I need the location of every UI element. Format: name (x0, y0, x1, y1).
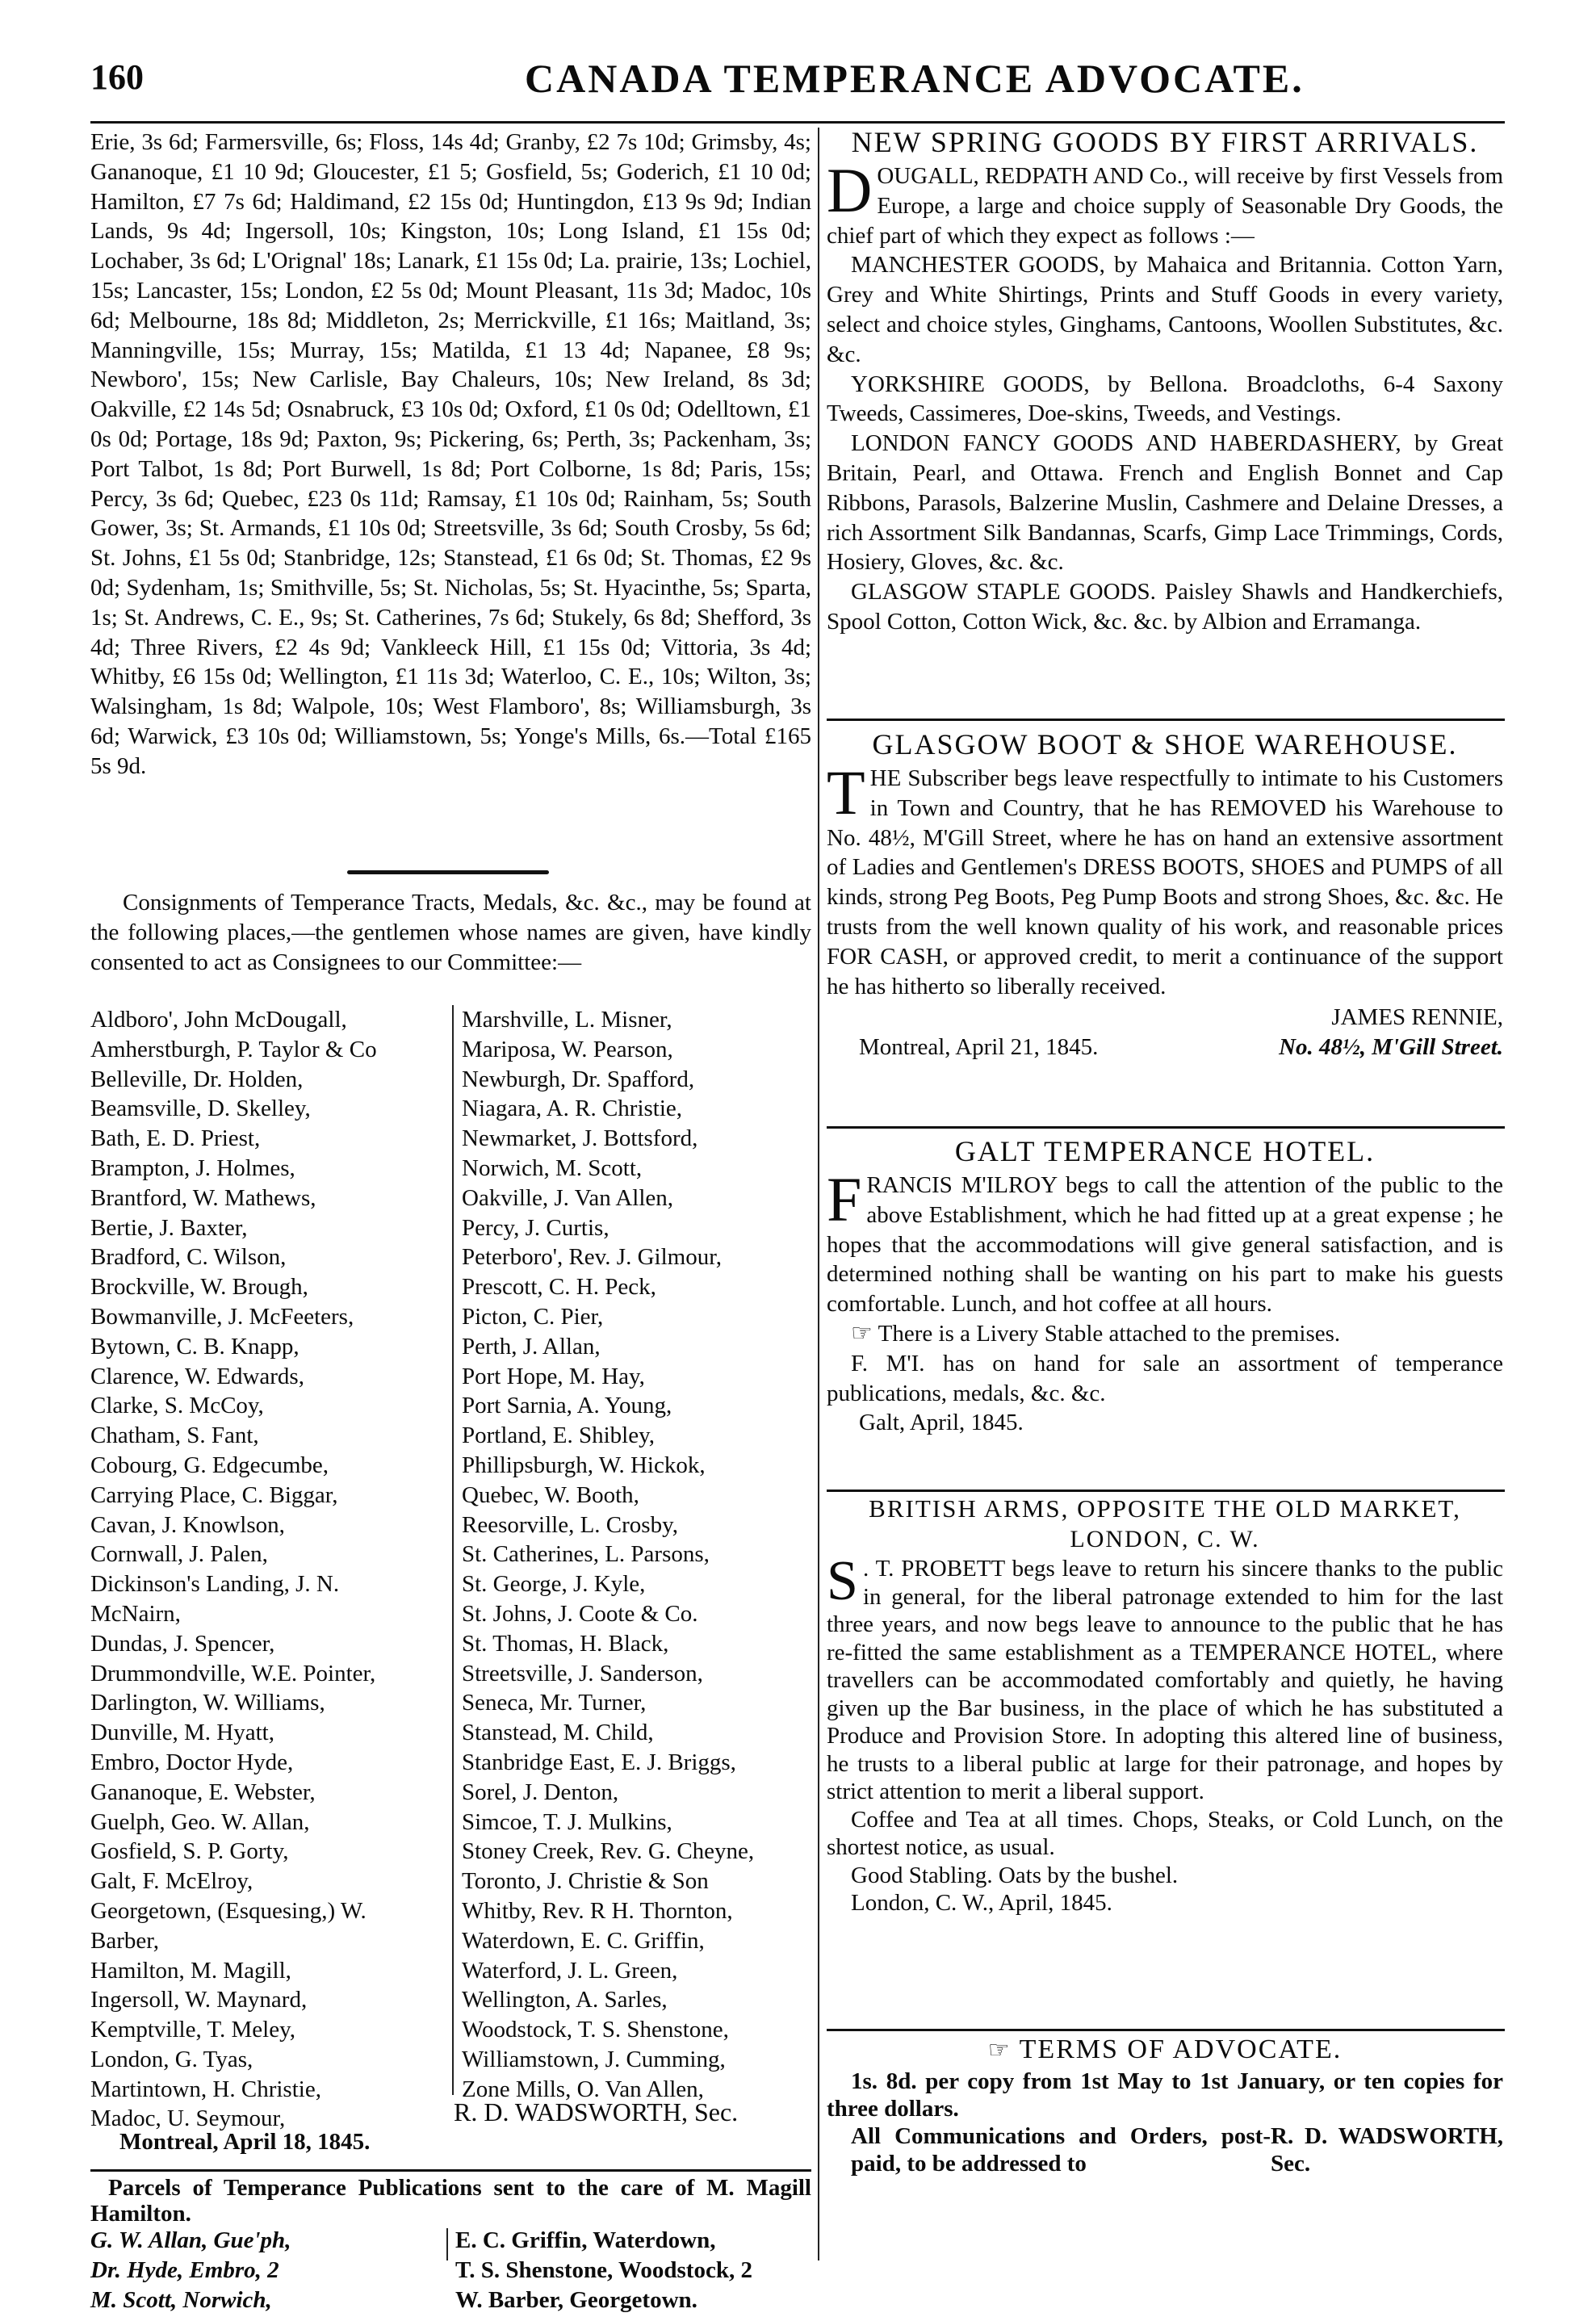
consignee-entry: Bertie, J. Baxter, (90, 1214, 248, 1241)
consignee-entry: Prescott, C. H. Peck, (462, 1274, 656, 1301)
british-subheading: LONDON, C. W. (1070, 1526, 1260, 1552)
consignee-date: Montreal, April 18, 1845. (119, 2129, 371, 2155)
consignee-entry: Quebec, W. Booth, (462, 1481, 639, 1508)
consignee-entry: Stanstead, M. Child, (462, 1720, 654, 1746)
consignee-entry: Belleville, Dr. Holden, (90, 1066, 304, 1092)
boot-text: HE Subscriber begs leave respectfully to intimate to his Customers in Town and Country, that he has REMOVED his Warehouse to No. 48½, M'Gill Street, where he has on hand an extensive assortment of Ladies and Gentlemen's DRESS BOOTS, SHOES and PUMPS of all kinds, strong Peg Boots, Peg Pump Boots and strong Shoes, &c. &c. He trusts from the well known quality of his work, and reasonable prices FOR CASH, or approved credit, to merit a continuance of the support he has hitherto so liberally received. (827, 765, 1503, 999)
consignee-entry: Galt, F. McElroy, (90, 1868, 253, 1895)
spring-goods-ad (827, 123, 1503, 637)
consignee-entry: Amherstburgh, P. Taylor & Co (90, 1036, 377, 1062)
british-arms-ad (827, 1494, 1503, 1917)
subscriptions-text: Erie, 3s 6d; Farmersville, 6s; Floss, 14s 4d; Granby, £2 7s 10d; Grimsby, 4s; Gananoque, £1 10 9d; Gloucester, £1 5; Gosfield, 5s; Goderich, £1 10 0d; Hamilton, £7 7s 6d; Haldimand, £2 15s 0d; Huntingdon, £13 9s 9d; Indian Lands, 9s 4d; Ingersoll, 10s; Kingston, 10s; Long Island, £1 15s 0d; Lochaber, 3s 6d; L'Orignal' 18s; Lanark, £1 15s 0d; La. prairie, 13s; Lochiel, 15s; Lancaster, 15s; London, £2 5s 0d; Mount Pleasant, 11s 3d; Madoc, 10s 6d; Melbourne, 18s 8d; Middleton, 2s; Merrickville, £1 16s; Maitland, 3s; Manningville, 15s; Murray, 15s; Matilda, £1 13 4d; Napanee, £8 9s; Newboro', 15s; New Carlisle, Bay Chaleurs, 10s; New Ireland, 8s 3d; Oakville, £2 14s 5d; Osnabruck, £3 10s 0d; Oxford, £1 0s 0d; Odelltown, £1 0s 0d; Portage, 18s 9d; Paxton, 9s; Pickering, 6s; Perth, 3s; Packenham, 3s; Port Talbot, 1s 8d; Port Burwell, 1s 8d; Port Colborne, 1s 8d; Paris, 15s; Percy, 3s 6d; Quebec, £23 0s 11d; Ramsay, £1 10s 0d; Rainham, 5s; South Gower, 3s; St. Armands, £1 10s 0d; Streetsville, 3s 6d; South Crosby, 5s 6d; St. Johns, £1 5s 0d; Stanbridge, 12s; Stanstead, £1 6s 0d; St. Thomas, £2 9s 0d; Sydenham, 1s; Smithville, 5s; St. Nicholas, 5s; St. Hyacinthe, 5s; Sparta, 1s; St. Andrews, C. E., 9s; St. Catherines, 7s 6d; Stukely, 6s 8d; Shefford, 3s 4d; Three Rivers, £2 4s 9d; Vankleeck Hill, £1 15s 0d; Vittoria, 3s 4d; Whitby, £6 15s 0d; Wellington, £1 11s 3d; Waterloo, C. E., 10s; Wilton, 3s; Walsingham, 1s 8d; Walpole, 10s; West Flamboro', 8s; Williamsburgh, 3s 6d; Warwick, £3 10s 0d; Williamstown, 5s; Yonge's Mills, 6s.—Total £165 5s 9d. (90, 129, 811, 779)
consignee-entry: Clarence, W. Edwards, (90, 1363, 304, 1389)
consignee-entry: Barber, (90, 1927, 159, 1954)
consignee-list-a (90, 1005, 446, 2134)
boot-heading: GLASGOW BOOT & SHOE WAREHOUSE. (872, 728, 1458, 760)
column-divider (818, 128, 819, 2260)
galt-note: There is a Livery Stable attached to the premises. (878, 1320, 1341, 1347)
consignee-entry: Madoc, U. Seymour, (90, 2105, 286, 2132)
british-rule (827, 2029, 1505, 2031)
consignee-entry: Brantford, W. Mathews, (90, 1184, 316, 1211)
consignee-entry: Darlington, W. Williams, (90, 1690, 325, 1716)
parcels-divider (446, 2228, 448, 2260)
subscription-list (90, 128, 811, 781)
consignee-entry: Hamilton, M. Magill, (90, 1957, 291, 1984)
consignee-entry: Sorel, J. Denton, (462, 1779, 619, 1805)
consignee-entry: Clarke, S. McCoy, (90, 1393, 264, 1419)
consignee-entry: St. Thomas, H. Black, (462, 1630, 669, 1657)
consignee-entry: Bath, E. D. Priest, (90, 1125, 261, 1152)
page-header (0, 57, 1596, 113)
consignee-entry: Cavan, J. Knowlson, (90, 1511, 285, 1538)
terms-price: 1s. 8d. per copy from 1st May to 1st January, or ten copies for three dollars. (827, 2068, 1503, 2122)
consignee-entry: Newburgh, Dr. Spafford, (462, 1066, 695, 1092)
consignee-entry: McNairn, (90, 1600, 181, 1627)
consignee-entry: Zone Mills, O. Van Allen, (462, 2076, 704, 2102)
parcels-list-right (455, 2228, 752, 2317)
consignee-entry: Perth, J. Allan, (462, 1333, 601, 1360)
terms-heading: TERMS OF ADVOCATE. (1019, 2034, 1343, 2064)
parcel-entry: Dr. Hyde, Embro, 2 (90, 2256, 279, 2283)
terms-address (827, 2122, 1503, 2177)
consignee-entry: Port Sarnia, A. Young, (462, 1393, 672, 1419)
spring-london: LONDON FANCY GOODS AND HABERDASHERY, by Great Britain, Pearl, and Ottawa. French and English Bonnet and Cap Ribbons, Parasols, Balzerine Muslin, Cashmere and Delaine Dresses, a rich Assortment Silk Bandannas, Scarfs, Gimp Lace Trimmings, Cords, Hosiery, Gloves, &c. &c. (827, 430, 1503, 576)
consignee-entry: Newmarket, J. Bottsford, (462, 1125, 698, 1152)
galt-text: RANCIS M'ILROY begs to call the attention of the public to the above Establishment, which he had fitted up at a great expense ; he hopes that the accommodations will give general satisfaction, and is determined nothing shall be wanting on his part to make his guests comfortable. Lunch, and hot coffee at all hours. (827, 1172, 1503, 1318)
consignee-entry: Portland, E. Shibley, (462, 1422, 655, 1449)
consignee-entry: Streetsville, J. Sanderson, (462, 1660, 703, 1686)
british-coffee: Coffee and Tea at all times. Chops, Steaks, or Cold Lunch, on the shortest notice, as usual. (827, 1806, 1503, 1860)
consignee-entry: Dickinson's Landing, J. N. (90, 1571, 340, 1598)
british-date: London, C. W., April, 1845. (851, 1890, 1112, 1916)
consignments-intro (90, 888, 811, 977)
consignee-entry: St. George, J. Kyle, (462, 1571, 646, 1598)
consignee-entry: St. Catherines, L. Parsons, (462, 1541, 710, 1568)
consignee-entry: Beamsville, D. Skelley, (90, 1096, 311, 1122)
spring-dropcap: D (827, 155, 873, 225)
boot-address: No. 48½, M'Gill Street. (1279, 1034, 1503, 1061)
consignee-entry: Seneca, Mr. Turner, (462, 1690, 647, 1716)
british-dropcap: S (827, 1550, 858, 1612)
consignee-entry: Marshville, L. Misner, (462, 1007, 672, 1033)
consignee-signature: R. D. WADSWORTH, Sec. (454, 2097, 739, 2126)
boot-signoff (827, 1033, 1503, 1062)
parcel-entry: G. W. Allan, Gue'ph, (90, 2227, 291, 2253)
consignee-entry: Brockville, W. Brough, (90, 1274, 308, 1301)
page-number: 160 (90, 57, 144, 97)
consignee-entry: Gosfield, S. P. Gorty, (90, 1838, 289, 1865)
consignee-entry: Gananoque, E. Webster, (90, 1779, 316, 1805)
consignee-entry: Mariposa, W. Pearson, (462, 1036, 673, 1062)
consignee-entry: Martintown, H. Christie, (90, 2076, 321, 2102)
consignee-entry: Williamstown, J. Cumming, (462, 2046, 726, 2072)
consignee-entry: Embro, Doctor Hyde, (90, 1749, 294, 1775)
boot-ad (827, 725, 1503, 1062)
parcel-entry: E. C. Griffin, Waterdown, (455, 2227, 716, 2253)
galt-dropcap: F (827, 1164, 862, 1234)
section-rule (347, 870, 549, 874)
spring-goods-heading: NEW SPRING GOODS BY FIRST ARRIVALS. (851, 126, 1479, 158)
terms-address-line: All Communications and Orders, post-paid, to be addressed to (851, 2123, 1271, 2177)
terms-pointing-hand-icon: ☞ (987, 2037, 1012, 2064)
consignee-entry: Niagara, A. R. Christie, (462, 1096, 683, 1122)
publication-title: CANADA TEMPERANCE ADVOCATE. (525, 56, 1305, 101)
boot-dropcap: T (827, 757, 865, 828)
consignee-entry: St. Johns, J. Coote & Co. (462, 1600, 698, 1627)
consignee-entry: Whitby, Rev. R H. Thornton, (462, 1897, 733, 1924)
galt-note2: F. M'I. has on hand for sale an assortment of temperance publications, medals, &c. &c. (827, 1350, 1503, 1406)
galt-heading: GALT TEMPERANCE HOTEL. (954, 1135, 1376, 1167)
consignee-entry: Ingersoll, W. Maynard, (90, 1987, 308, 2013)
galt-hotel-ad (827, 1132, 1503, 1438)
consignee-entry: Guelph, Geo. W. Allan, (90, 1808, 310, 1835)
consignee-entry: Drummondville, W.E. Pointer, (90, 1660, 376, 1686)
consignee-entry: Woodstock, T. S. Shenstone, (462, 2017, 729, 2043)
consignee-entry: Bytown, C. B. Knapp, (90, 1333, 300, 1360)
parcel-entry: W. Barber, Georgetown. (455, 2286, 697, 2313)
boot-date: Montreal, April 21, 1845. (859, 1034, 1099, 1061)
consignee-entry: Picton, C. Pier, (462, 1303, 604, 1330)
consignee-entry: Dundas, J. Spencer, (90, 1630, 275, 1657)
terms-ad (827, 2033, 1503, 2177)
parcel-entry: T. S. Shenstone, Woodstock, 2 (455, 2256, 752, 2283)
galt-date: Galt, April, 1845. (859, 1410, 1024, 1436)
spring-manchester: MANCHESTER GOODS, by Mahaica and Britannia. Cotton Yarn, Grey and White Shirtings, Prints and Stuff Goods in every variety, select and choice styles, Ginghams, Cantoons, Woollen Substitutes, &c. &c. (827, 252, 1503, 367)
galt-rule (827, 1490, 1505, 1492)
british-heading: BRITISH ARMS, OPPOSITE THE OLD MARKET, (869, 1494, 1461, 1523)
consignee-divider (452, 1005, 454, 2095)
consignee-entry: Waterdown, E. C. Griffin, (462, 1927, 705, 1954)
parcels-list-left (90, 2228, 291, 2317)
consignee-entry: Bradford, C. Wilson, (90, 1244, 287, 1271)
british-stabling: Good Stabling. Oats by the bushel. (851, 1862, 1179, 1888)
parcels-intro-text: Parcels of Temperance Publications sent to the care of M. Magill Hamilton. (90, 2175, 811, 2227)
spring-yorkshire: YORKSHIRE GOODS, by Bellona. Broadcloths, 6-4 Saxony Tweeds, Cassimeres, Doe-skins, Tweeds, and Vestings. (827, 371, 1503, 427)
consignee-list-b (462, 1005, 809, 2104)
spring-intro: OUGALL, REDPATH AND Co., will receive by first Vessels from Europe, a large and choice supply of Seasonable Dry Goods, the chief part of which they expect as follows :— (827, 163, 1503, 249)
terms-addressee: R. D. WADSWORTH, Sec. (1271, 2123, 1503, 2177)
parcels-rule (90, 2169, 811, 2172)
consignments-intro-text: Consignments of Temperance Tracts, Medals, &c. &c., may be found at the following places,—the gentlemen whose names are given, have kindly consented to act as Consignees to our Committee:— (90, 890, 811, 975)
consignee-entry: Cobourg, G. Edgecumbe, (90, 1452, 329, 1478)
spring-glasgow: GLASGOW STAPLE GOODS. Paisley Shawls and Handkerchiefs, Spool Cotton, Cotton Wick, &c. &c. by Albion and Erramanga. (827, 579, 1503, 635)
consignee-entry: Reesorville, L. Crosby, (462, 1511, 678, 1538)
pointing-hand-icon: ☞ (851, 1319, 873, 1347)
consignee-entry: Cornwall, J. Palen, (90, 1541, 268, 1568)
consignee-entry: Brampton, J. Holmes, (90, 1154, 295, 1181)
consignee-entry: Phillipsburgh, W. Hickok, (462, 1452, 706, 1478)
consignee-entry: Wellington, A. Sarles, (462, 1987, 668, 2013)
consignee-entry: Port Hope, M. Hay, (462, 1363, 645, 1389)
consignee-entry: Waterford, J. L. Green, (462, 1957, 678, 1984)
consignee-entry: Carrying Place, C. Biggar, (90, 1481, 338, 1508)
consignee-entry: Aldboro', John McDougall, (90, 1007, 347, 1033)
consignee-entry: Stoney Creek, Rev. G. Cheyne, (462, 1838, 755, 1865)
consignee-entry: Bowmanville, J. McFeeters, (90, 1303, 354, 1330)
parcel-entry: M. Scott, Norwich, (90, 2286, 272, 2313)
boot-rule (827, 1126, 1505, 1129)
parcels-intro (90, 2175, 811, 2227)
consignee-entry: Chatham, S. Fant, (90, 1422, 259, 1449)
consignee-entry: Oakville, J. Van Allen, (462, 1184, 674, 1211)
consignee-entry: Kemptville, T. Meley, (90, 2017, 295, 2043)
british-text: . T. PROBETT begs leave to return his sincere thanks to the public in general, for the liberal patronage extended to him for the last three years, and now begs leave to announce to the public that he has re-fitted the same establishment as a TEMPERANCE HOTEL, where travellers can be accommodated comfortably and quietly, he having given up the Bar business, in the place of which he has substituted a Produce and Provision Store. In adopting this altered line of business, he trusts to a liberal public at large for their patronage, and hopes by strict attention to merit a liberal support. (827, 1556, 1503, 1804)
consignee-entry: London, G. Tyas, (90, 2046, 253, 2072)
consignee-entry: Stanbridge East, E. J. Briggs, (462, 1749, 736, 1775)
consignee-entry: Dunville, M. Hyatt, (90, 1720, 274, 1746)
boot-signer: JAMES RENNIE, (1331, 1004, 1503, 1031)
spring-rule (827, 719, 1505, 721)
consignee-entry: Peterboro', Rev. J. Gilmour, (462, 1244, 722, 1271)
consignee-entry: Georgetown, (Esquesing,) W. (90, 1897, 367, 1924)
consignee-entry: Percy, J. Curtis, (462, 1214, 609, 1241)
consignee-entry: Toronto, J. Christie & Son (462, 1868, 709, 1895)
consignee-entry: Norwich, M. Scott, (462, 1154, 643, 1181)
consignee-entry: Simcoe, T. J. Mulkins, (462, 1808, 672, 1835)
